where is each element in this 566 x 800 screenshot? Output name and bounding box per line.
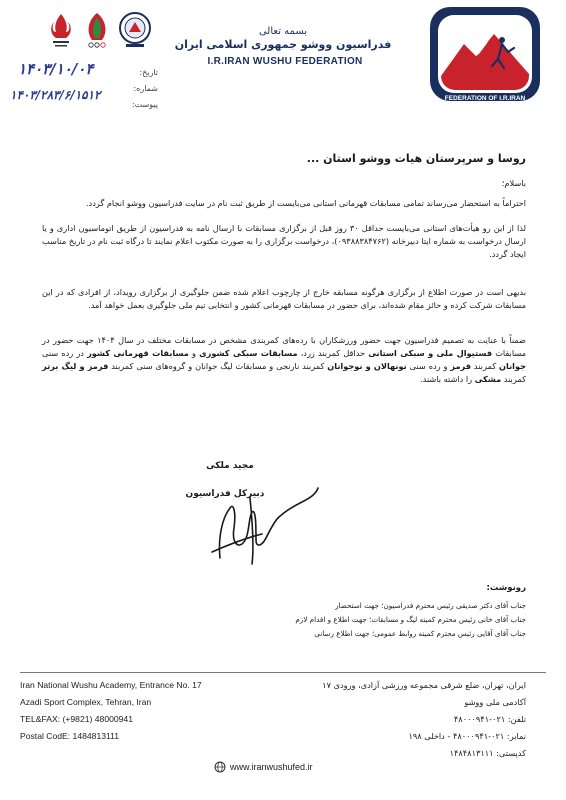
footer-postal-fa: کدپستی: ۱۴۸۴۸۱۳۱۱۱	[449, 748, 526, 758]
basmala: بسمه تعالی	[258, 26, 308, 37]
organization-name-fa: فدراسیون ووشو جمهوری اسلامی ایران	[174, 38, 392, 51]
cc-item: جناب آقای دکتر صدیقی رئیس محترم فدراسیون؛ جهت استحضار	[335, 601, 526, 610]
signer-title: دبیرکل فدراسیون	[185, 489, 265, 499]
footer-phone-en: TEL&FAX: (+9821) 48000941	[20, 714, 133, 724]
attachment-label: پیوست:	[131, 100, 158, 109]
signer-name: مجید ملکی	[206, 461, 254, 471]
cc-item: جناب آقای خانی رئیس محترم کمیته لیگ و مسابقات؛ جهت اطلاع و اقدام لازم	[295, 615, 526, 624]
federation-logo	[424, 4, 546, 104]
footer-address-fa-1: ایران، تهران، ضلع شرقی مجموعه ورزشی آزادی، ورودی ۱۷	[322, 680, 526, 690]
footer-phone-fa: تلفن: ۰۲۱-۴۸۰۰۰۹۴۱	[453, 714, 526, 724]
organization-name-en: I.R.IRAN WUSHU FEDERATION	[207, 56, 363, 67]
cc-item: جناب آقای آقایی رئیس محترم کمیته روابط عمومی؛ جهت اطلاع رسانی	[314, 629, 526, 638]
ministry-sport-emblem-icon	[44, 10, 78, 50]
footer-address-en-2: Azadi Sport Complex, Tehran, Iran	[20, 697, 152, 707]
globe-icon	[214, 761, 226, 773]
footer-address-en-1: Iran National Wushu Academy, Entrance No. 17	[20, 680, 202, 690]
date-label: تاریخ:	[139, 68, 158, 77]
date-value: ۱۴۰۳/۱۰/۰۴	[18, 60, 94, 78]
logo-caption: FEDERATION OF I.R.IRAN	[444, 95, 526, 102]
greeting: باسلام؛	[501, 178, 526, 188]
website-link[interactable]: www.iranwushufed.ir	[230, 762, 313, 772]
number-value: ۱۴۰۳/۲۸۳/۶/۱۵۱۲	[10, 88, 101, 102]
paragraph-1: احتراماً به استحضار می‌رساند تمامی مسابقات قهرمانی استانی می‌بایست از طریق ثبت نام در سایت فدراسیون ووشو انجام گردد.	[85, 198, 526, 208]
cc-title: رونوشت:	[486, 583, 526, 593]
handwritten-signature	[190, 478, 330, 568]
paragraph-2: لذا از این رو هیأت‌های استانی می‌بایست حداقل ۳۰ روز قبل از برگزاری مسابقات با ارسال نامه به فدراسیون از طریق اتوماسیون اداری و یا ارسال درخواست به شماره ایتا دبیرخانه (۰۹۳۸۸۳۸۴۷۶۲)، درخواست برگزاری را به صورت مکتوب اعلام نمایند تا درگاه ثبت نام در تاریخ مناسب ایجاد گردد.	[42, 223, 527, 259]
footer-fax-fa: نمابر: ۰۲۱-۴۸۰۰۰۹۴۱ - داخلی ۱۹۸	[408, 731, 526, 741]
addressee: روسا و سرپرستان هیات ووشو استان ...	[306, 152, 526, 165]
footer-postal-en: Postal CodE: 1484813111	[20, 731, 120, 741]
olympic-committee-emblem-icon	[80, 10, 114, 50]
footer-divider	[20, 672, 546, 673]
footer-address-fa-2: آکادمی ملی ووشو	[464, 697, 526, 707]
number-label: شماره:	[133, 84, 158, 93]
paragraph-4: ضمناً با عنایت به تصمیم فدراسیون جهت حضور ورزشکاران با رده‌های کمربندی مشخص در مسابقات مختلف در سال ۱۴۰۴ جهت حضور در مسابقات فستیوال ملی و سبکی استانی حداقل کمربند زرد، مسابقات سبکی کشوری و مسابقات قهرمانی کشور در رده سنی جوانان کمربند قرمز و رده سنی نونهالان و نوجوانان کمربند نارنجی و مسابقات لیگ جوانان و گروه‌های سنی کمربند قرمز و لیگ برتر کمربند مشکی را داشته باشند.	[42, 335, 527, 384]
paragraph-3: بدیهی است در صورت اطلاع از برگزاری هرگونه مسابقه خارج از چارچوب اعلام شده ضمن جلوگیری از برگزاری رویداد، از افرادی که در این مسابقات شرکت کرده و حائز مقام شده‌اند، برای حضور در مسابقات قهرمانی کشور و انتخابی تیم ملی جلوگیری بعمل خواهد آمد.	[42, 287, 526, 310]
academy-emblem-icon	[118, 10, 152, 50]
